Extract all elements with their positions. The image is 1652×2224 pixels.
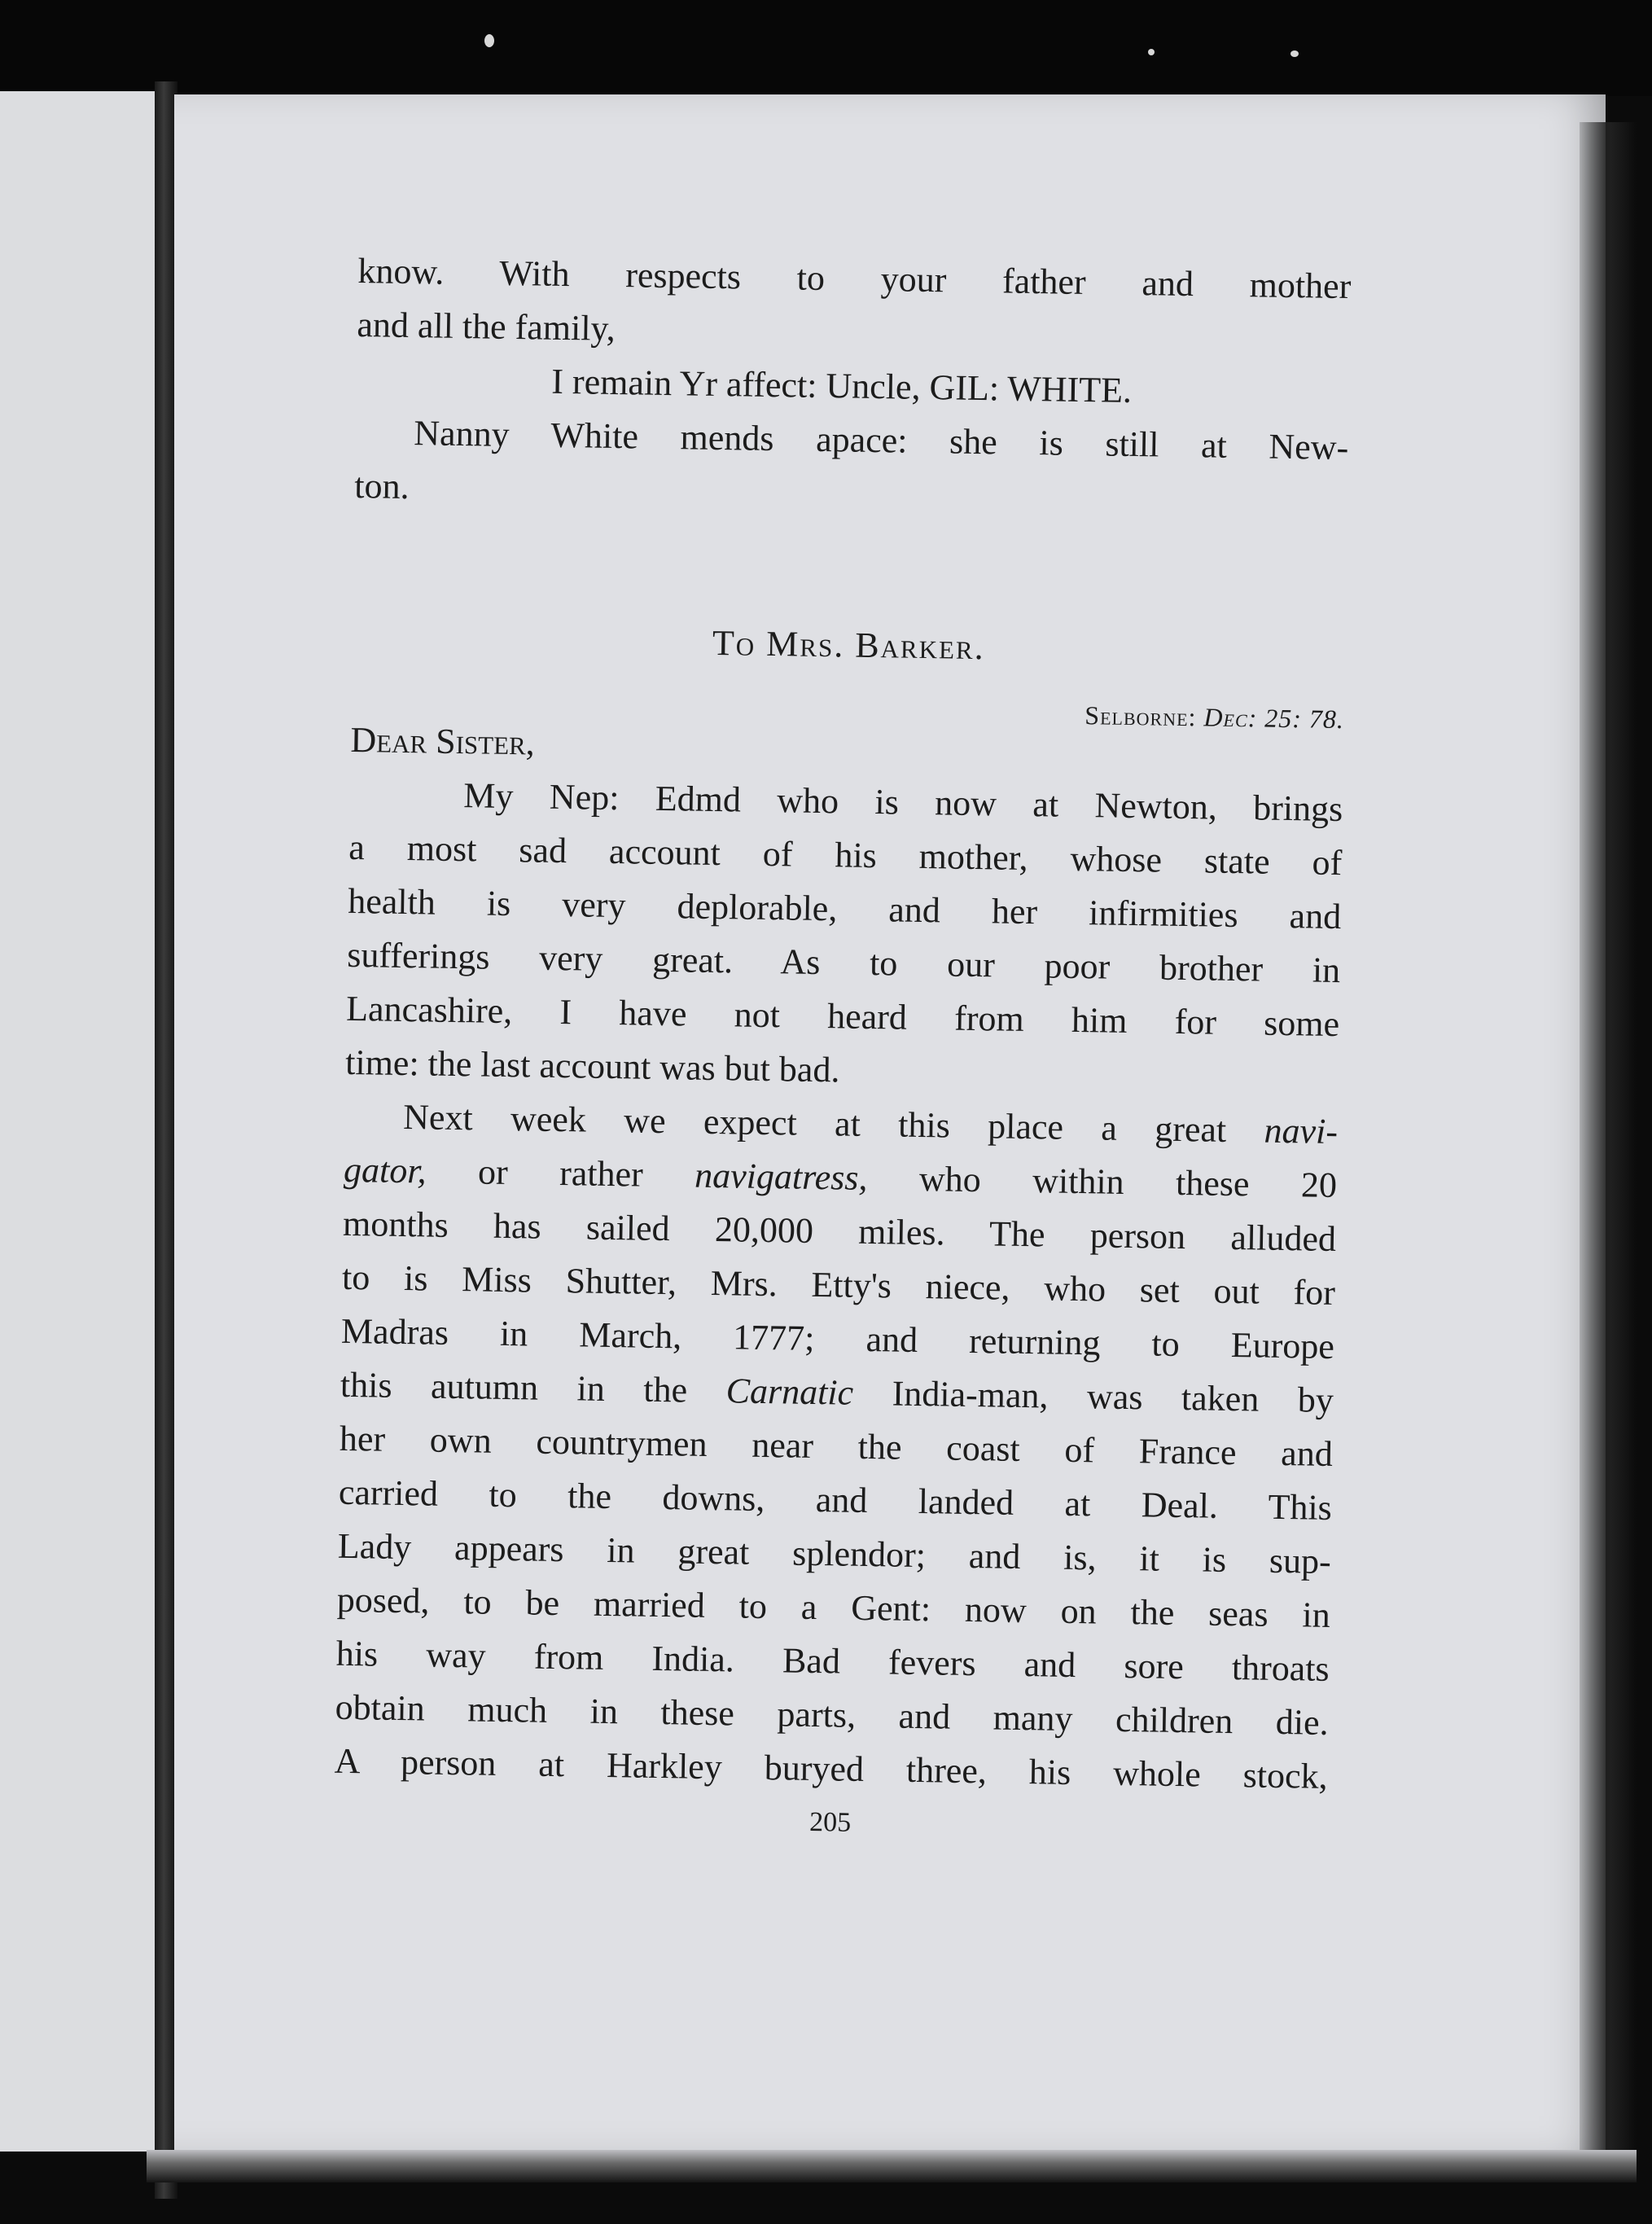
paragraph-line: Madras in March, 1777; and returning to Europe	[340, 1310, 1335, 1366]
paragraph-line: his way from India. Bad fevers and sore throats	[335, 1633, 1330, 1689]
text-run: this autumn in the	[340, 1364, 727, 1411]
paragraph-line: obtain much in these parts, and many children die.	[335, 1687, 1330, 1743]
paragraph-line: months has sailed 20,000 miles. The person alluded	[342, 1203, 1337, 1260]
italic-run: navi-	[1264, 1110, 1339, 1152]
postscript-line: ton.	[353, 465, 410, 507]
text-run: or rather	[426, 1151, 695, 1195]
italic-run: navigatress,	[694, 1155, 868, 1198]
page-bottom-edge	[147, 2150, 1637, 2182]
paragraph-line: sufferings very great. As to our poor brother in	[346, 934, 1341, 991]
facing-page-edge	[0, 91, 155, 2152]
page-number: 205	[808, 1806, 852, 1838]
dust-speck	[484, 34, 494, 47]
postscript-line: Nanny White mends apace: she is still at New-	[413, 413, 1349, 468]
paragraph-line: My Nep: Edmd who is now at Newton, brings	[463, 775, 1343, 830]
paragraph-line: posed, to be married to a Gent: now on the seas in	[336, 1579, 1331, 1635]
page-text	[333, 244, 1352, 1851]
signature-line: I remain Yr affect: Uncle, GIL: WHITE.	[551, 361, 1133, 410]
italic-run: Carnatic	[725, 1371, 854, 1413]
paragraph-line: to is Miss Shutter, Mrs. Etty's niece, who set out for	[341, 1257, 1336, 1314]
closing-line: and all the family,	[357, 304, 616, 349]
text-run: who within these 20	[867, 1157, 1338, 1206]
page-edge-shadow	[1580, 122, 1637, 2174]
paragraph-line: Lancashire, I have not heard from him for some	[345, 988, 1340, 1045]
text-run: Next week we expect at this place a great	[402, 1097, 1265, 1151]
paragraph-line: A person at Harkley buryed three, his whole stock,	[334, 1740, 1328, 1796]
film-border-top	[0, 0, 1652, 96]
paragraph-line: her own countrymen near the coast of France and	[339, 1418, 1334, 1474]
letter-heading: To Mrs. Barker.	[712, 622, 986, 668]
paragraph-line: time: the last account was but bad.	[344, 1042, 840, 1090]
italic-run: gator,	[343, 1149, 427, 1191]
paragraph-line: health is very deplorable, and her infirmities and	[347, 880, 1342, 937]
dust-speck	[1148, 49, 1155, 55]
dust-speck	[1290, 50, 1299, 57]
closing-line: know. With respects to your father and mother	[357, 250, 1352, 307]
dateline-date: Dec: 25: 78.	[1203, 702, 1345, 735]
salutation: Dear Sister,	[350, 719, 536, 763]
paragraph-line: a most sad account of his mother, whose state of	[348, 827, 1343, 884]
paragraph-line: Lady appears in great splendor; and is, it is sup-	[337, 1525, 1332, 1581]
text-run: India-man, was taken by	[852, 1372, 1334, 1420]
paragraph-line: carried to the downs, and landed at Deal. This	[338, 1472, 1333, 1528]
dateline-place: Selborne:	[1085, 700, 1197, 732]
